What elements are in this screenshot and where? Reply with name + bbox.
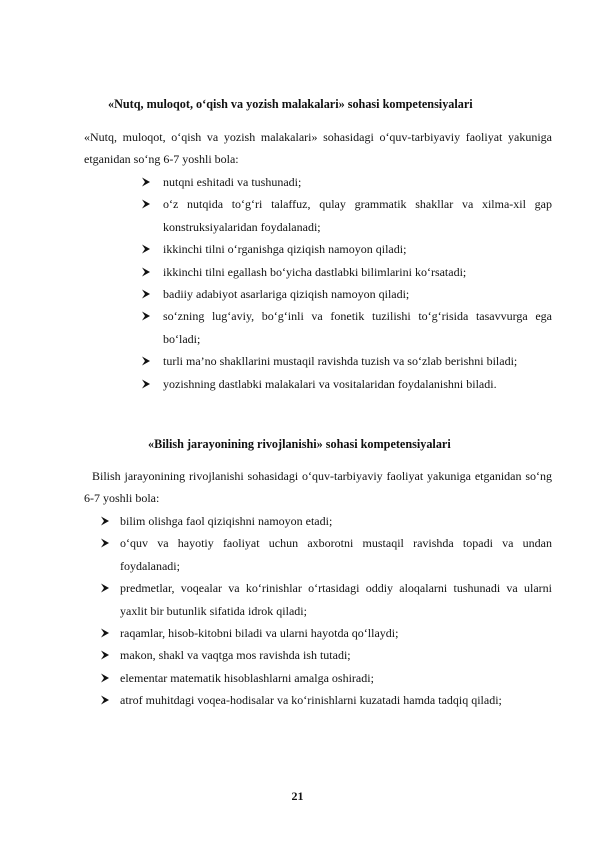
list-item: turli ma’no shakllarini mustaqil ravishda tuzish va so‘zlab berishni biladi;: [163, 350, 552, 372]
list-item: badiiy adabiyot asarlariga qiziqish namoyon qiladi;: [163, 283, 552, 305]
list-item: makon, shakl va vaqtga mos ravishda ish tutadi;: [120, 644, 552, 666]
list-item: ikkinchi tilni o‘rganishga qiziqish namoyon qiladi;: [163, 238, 552, 260]
section-intro-cognition: Bilish jarayonining rivojlanishi sohasidagi o‘quv-tarbiyaviy faoliyat yakuniga etganidan so‘ng 6-7 yoshli bola:: [84, 469, 552, 506]
list-item: yozishning dastlabki malakalari va vositalaridan foydalanishni biladi.: [163, 373, 552, 395]
list-item: o‘z nutqida to‘g‘ri talaffuz, qulay grammatik shakllar va xilma-xil gap konstruksiyalaridan foydalanadi;: [163, 193, 552, 238]
arrowhead-bullet-icon: [141, 244, 151, 254]
arrowhead-bullet-icon: [100, 673, 110, 683]
arrowhead-bullet-icon: [141, 199, 151, 209]
arrowhead-bullet-icon: [100, 695, 110, 705]
arrowhead-bullet-icon: [141, 356, 151, 366]
arrowhead-bullet-icon: [141, 267, 151, 277]
list-item: atrof muhitdagi voqea-hodisalar va ko‘rinishlarni kuzatadi hamda tadqiq qiladi;: [120, 689, 552, 711]
list-item: so‘zning lug‘aviy, bo‘g‘inli va fonetik tuzilishi to‘g‘risida tasavvurga ega bo‘ladi;: [163, 305, 552, 350]
section-intro-speech: «Nutq, muloqot, o‘qish va yozish malakalari» sohasidagi o‘quv-tarbiyaviy faoliyat yakuniga etganidan so‘ng 6-7 yoshli bola:: [84, 130, 552, 167]
arrowhead-bullet-icon: [100, 538, 110, 548]
arrowhead-bullet-icon: [100, 516, 110, 526]
section-heading-speech: «Nutq, muloqot, o‘qish va yozish malakalari» sohasi kompetensiyalari: [108, 97, 473, 111]
bullet-list-cognition: [120, 510, 552, 712]
list-item: ikkinchi tilni egallash bo‘yicha dastlabki bilimlarini ko‘rsatadi;: [163, 261, 552, 283]
section-heading-cognition: «Bilish jarayonining rivojlanishi» sohasi kompetensiyalari: [148, 437, 451, 451]
arrowhead-bullet-icon: [141, 289, 151, 299]
arrowhead-bullet-icon: [141, 177, 151, 187]
list-item: nutqni eshitadi va tushunadi;: [163, 171, 552, 193]
arrowhead-bullet-icon: [100, 628, 110, 638]
arrowhead-bullet-icon: [100, 650, 110, 660]
list-item: o‘quv va hayotiy faoliyat uchun axborotni mustaqil ravishda topadi va undan foydalanadi;: [120, 532, 552, 577]
page-number: 21: [291, 789, 304, 803]
list-item: bilim olishga faol qiziqishni namoyon etadi;: [120, 510, 552, 532]
arrowhead-bullet-icon: [100, 583, 110, 593]
arrowhead-bullet-icon: [141, 379, 151, 389]
bullet-list-speech: [163, 171, 552, 395]
list-item: predmetlar, voqealar va ko‘rinishlar o‘rtasidagi oddiy aloqalarni tushunadi va ularni yaxlit bir butunlik sifatida idrok qiladi;: [120, 577, 552, 622]
arrowhead-bullet-icon: [141, 311, 151, 321]
list-item: raqamlar, hisob-kitobni biladi va ularni hayotda qo‘llaydi;: [120, 622, 552, 644]
list-item: elementar matematik hisoblashlarni amalga oshiradi;: [120, 667, 552, 689]
